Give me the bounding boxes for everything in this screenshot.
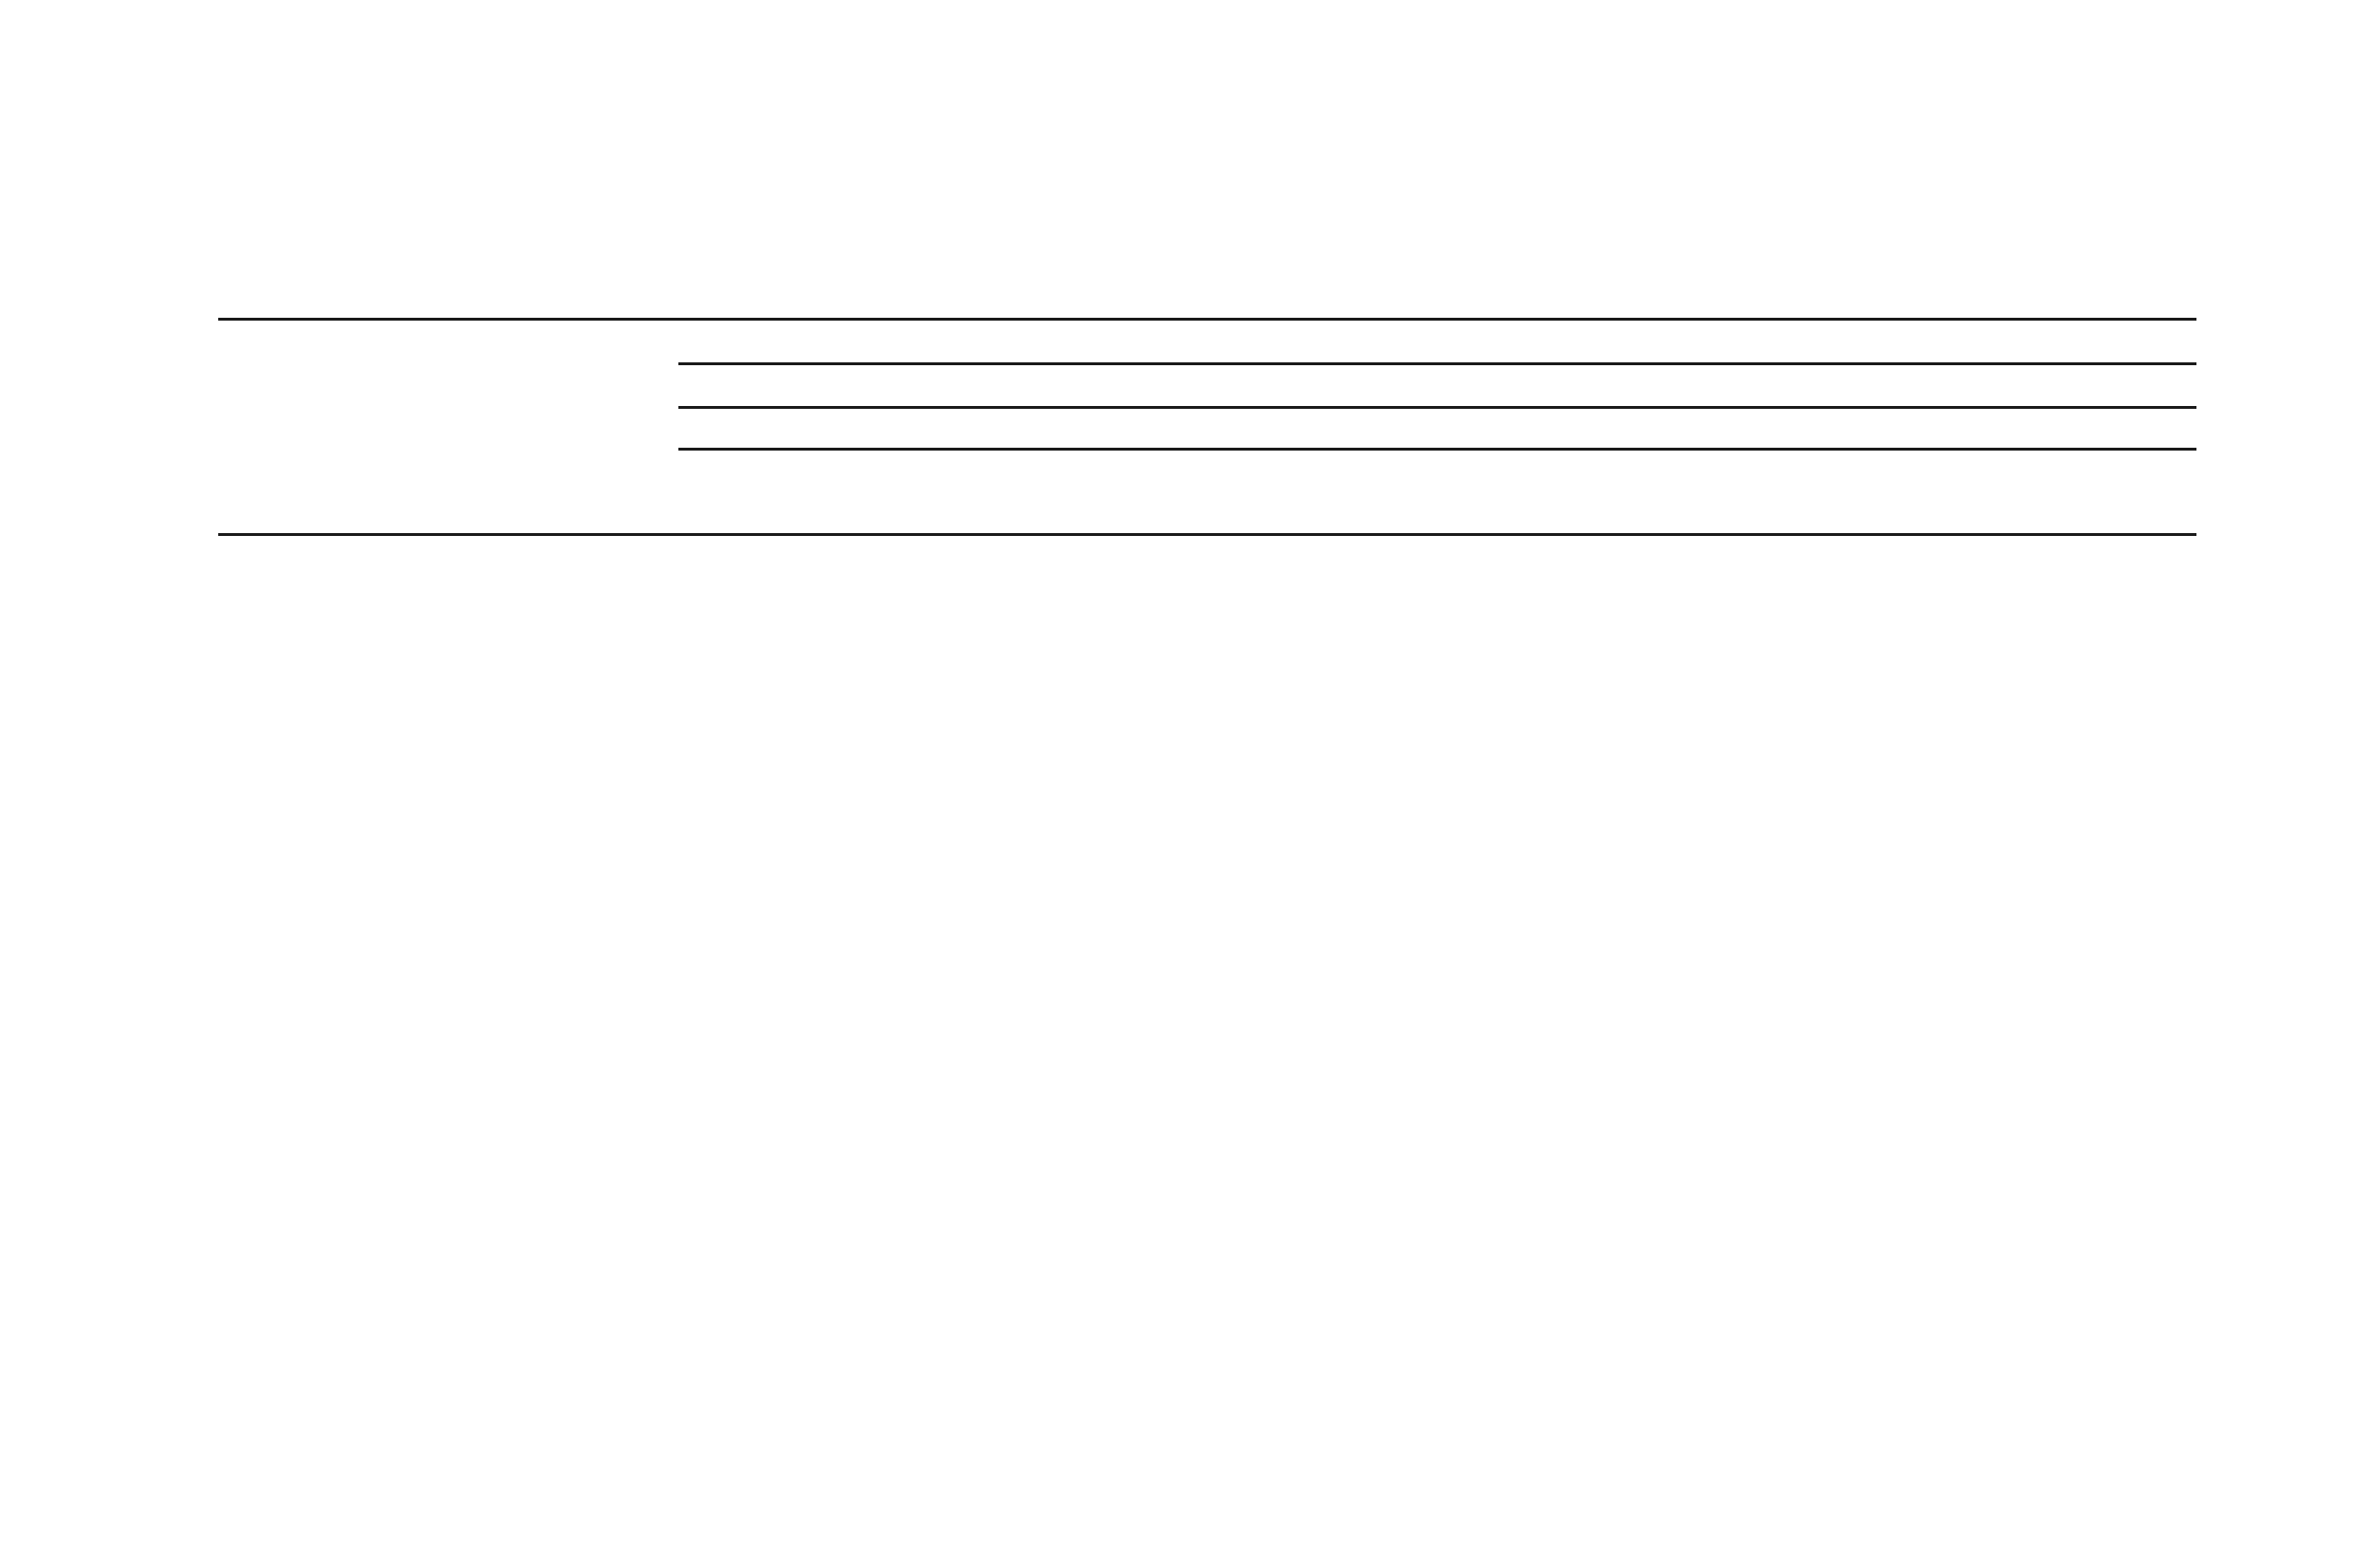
rule-under-length xyxy=(678,362,2196,365)
rule-under-norm xyxy=(678,448,2196,451)
rule-under-groups xyxy=(678,406,2196,409)
rule-top xyxy=(218,318,2196,321)
rule-header-bottom xyxy=(218,533,2196,536)
